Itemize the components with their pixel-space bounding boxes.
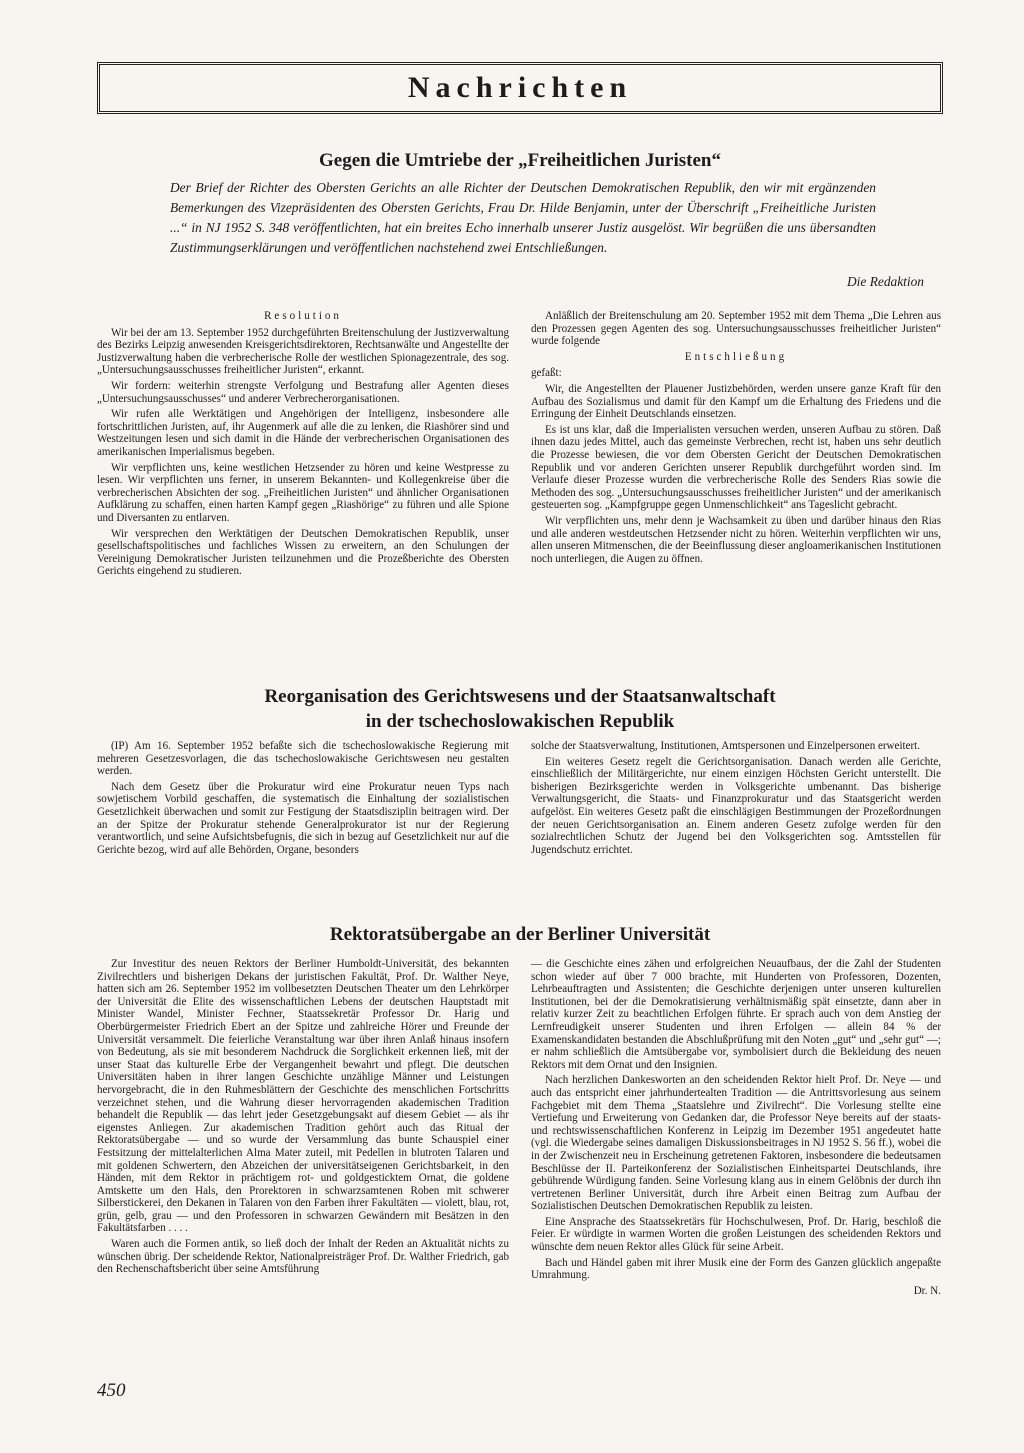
- article3-paragraph: Zur Investitur des neuen Rektors der Berliner Humboldt-Universität, des bekannten Zivilrechtlers und bisherigen Dekans der juristischen Fakultät, Prof. Dr. Walther Neye, hatten sich am 26. September 1952 im vollbesetzten Deutschen Theater um den Lehrkörper der Universität die Elite des wissenschaftlichen Lebens der deutschen Hauptstadt mit Minister Wandel, Minister Fechner, Staatssekretär Professor Dr. Harig und Oberbürgermeister Friedrich Ebert an der Spitze und zahlreiche Hörer und Freunde der Universität versammelt. Die feierliche Veranstaltung war über ihren Anlaß hinaus insofern von Bedeutung, als sie mit besonderem Nachdruck die Sorglichkeit erkennen ließ, mit der unser Staat das kulturelle Erbe der Vergangenheit bewahrt und pflegt. Die deutschen Universitäten haben in ihrer langen Geschichte unzählige Männer und Leistungen hervorgebracht, die in den Ruhmesblättern der Geschichte des menschlichen Fortschritts verzeichnet stehen, und die Wahrung dieser hervorragenden akademischen Tradition behandelt die Republik — das lehrt jeder Gesetzgebungsakt auf diesem Gebiet — als ihr eigenstes Anliegen. Zur akademischen Tradition gehört auch das Ritual der Rektoratsübergabe — und so wurde der Versammlung das bunte Schauspiel einer Festsitzung der mittelalterlichen Alma Mater zuteil, mit Pedellen in blutroten Talaren und mit goldenen Schwertern, den Abzeichen der universitätseigenen Gerichtsbarkeit, in den Händen, mit dem Rektor in prächtigem rot- und goldgesticktem Ornat, die goldene Amtskette um den Hals, den Prorektoren in schwarzsamtenen Roben mit schwerer Silberstickerei, den Dekanen in Talaren von den Farben ihrer Fakultäten — violett, blau, rot, grün, gelb, grau — und den Professoren in schwarzen Gewändern mit Besätzen in den Fakultätsfarben . . . .: [97, 958, 509, 1235]
- entschliessung-gefasst: gefaßt:: [531, 367, 562, 380]
- article3-title: Rektoratsübergabe an der Berliner Universität: [329, 924, 711, 945]
- article2-right-column: [531, 740, 941, 859]
- entschliessung-paragraph: Es ist uns klar, daß die Imperialisten versuchen werden, unseren Aufbau zu stören. Daß ihnen dazu jedes Mittel, auch das gemeinste Verbrechen, recht ist, haben uns sehr deutlich die Prozesse bewiesen, die vor dem Obersten Gericht der Deutschen Demokratischen Republik und vor anderen Gerichten unserer Republik durchgeführt worden sind. Im Verlaufe dieser Prozesse wurden die verbrecherische Rolle des Senders Rias sowie die Methoden des sog. „Untersuchungsausschusses freiheitlicher Juristen“ und der amerikanisch gesteuerten sog. „Kampfgruppe gegen Unmenschlichkeit“ ans Tageslicht gebracht.: [531, 423, 941, 512]
- resolution-paragraph: Wir fordern: weiterhin strengste Verfolgung und Bestrafung aller Agenten dieses „Untersuchungsausschusses“ und anderer Verbrecherorganisationen.: [97, 379, 509, 405]
- article2-title-line1: Reorganisation des Gerichtswesens und der Staatsanwaltschaft: [264, 686, 776, 707]
- article3-paragraph: Eine Ansprache des Staatssekretärs für Hochschulwesen, Prof. Dr. Harig, beschloß die Feier. Er würdigte in warmen Worten die großen Leistungen des scheidenden Rektors und wünschte dem neuen Rektor alles Glück für seine Arbeit.: [531, 1215, 941, 1254]
- article3-signature: Dr. N.: [913, 1284, 941, 1297]
- article2-paragraph: solche der Staatsverwaltung, Institutionen, Amtspersonen und Einzelpersonen erweitert.: [531, 740, 920, 752]
- article2-title: [97, 684, 943, 734]
- article2-left-column: [97, 740, 509, 859]
- entschliessung-paragraph: Wir, die Angestellten der Plauener Justizbehörden, werden unsere ganze Kraft für den Aufbau des Sozialismus und damit für den Kampf um die Erhaltung des Friedens und die Erringung der Einheit Deutschlands einsetzen.: [531, 382, 941, 421]
- article1-signature: Die Redaktion: [847, 274, 924, 289]
- article3-left-column: [97, 958, 509, 1279]
- entschliessung-intro: Anläßlich der Breitenschulung am 20. September 1952 mit dem Thema „Die Lehren aus den Prozessen gegen Agenten des sog. Untersuchungsausschusses freiheitlicher Juristen“ wurde folgende: [531, 310, 941, 348]
- article2-paragraph: Ein weiteres Gesetz regelt die Gerichtsorganisation. Danach werden alle Gerichte, einschließlich der Militärgerichte, nur einem einzigen Höchsten Gericht unterstellt. Die bisherigen Bezirksgerichte werden in Volksgerichte umbenannt. Das bisherige Verwaltungsgericht, die Staats- und Finanzprokuratur und das Staatsgericht werden aufgelöst. Ein weiteres Gesetz paßt die einschlägigen Bestimmungen der Prozeßordnungen der neuen Gerichtsorganisation an. Einem anderen Gesetz zufolge werden für den sozialrechtlichen Schutz der Jugend bei den Volksgerichten sog. Amtsstellen für Jugendschutz errichtet.: [531, 755, 941, 856]
- article3-paragraph: Waren auch die Formen antik, so ließ doch der Inhalt der Reden an Aktualität nichts zu wünschen übrig. Der scheidende Rektor, Nationalpreisträger Prof. Dr. Walther Friedrich, gab den Rechenschaftsbericht über seine Amtsführung: [97, 1238, 509, 1276]
- article1-left-column: [97, 310, 509, 581]
- entschliessung-paragraph: Wir verpflichten uns, mehr denn je Wachsamkeit zu üben und darüber hinaus den Rias und alle anderen westdeutschen Hetzsender nicht zu hören. Weiterhin verpflichten wir uns, allen unseren Mitmenschen, die der Beeinflussung dieser angloamerikanischen Institutionen noch unterliegen, die Augen zu öffnen.: [531, 514, 941, 565]
- article2-paragraph: Nach dem Gesetz über die Prokuratur wird eine Prokuratur neuen Typs nach sowjetischem Vorbild geschaffen, die systematisch die Einhaltung der sozialistischen Gesetzlichkeit überwachen und somit zur Festigung der Staatsdisziplin beitragen wird. Der an der Spitze der Prokuratur stehende Generalprokurator ist nur der Regierung verantwortlich, und seine Aufsichtsbefugnis, die sich in bezug auf Gesetzlichkeit nur auf die Gerichte bezog, wird auf alle Behörden, Organe, besonders: [97, 780, 509, 856]
- article1-intro: Der Brief der Richter des Obersten Gerichts an alle Richter der Deutschen Demokratischen Republik, den wir mit ergänzenden Bemerkungen des Vizepräsidenten des Obersten Gerichts, Frau Dr. Hilde Benjamin, unter der Überschrift „Freiheitliche Juristen ...“ in NJ 1952 S. 348 veröffentlichten, hat ein breites Echo innerhalb unserer Justiz ausgelöst. Wir begrüßen die uns übersandten Zustimmungserklärungen und veröffentlichen nachstehend zwei Entschließungen.: [170, 180, 876, 255]
- masthead-box: [97, 62, 943, 114]
- resolution-heading: Resolution: [264, 310, 342, 322]
- article2-paragraph: (IP) Am 16. September 1952 befaßte sich die tschechoslowakische Regierung mit mehreren Gesetzesvorlagen, die das tschechoslowakische Gerichtswesen neu gestalten werden.: [97, 740, 509, 778]
- page-number: 450: [97, 1380, 126, 1401]
- article2-title-line2: in der tschechoslowakischen Republik: [365, 711, 675, 732]
- masthead-title: Nachrichten: [407, 71, 633, 104]
- article3-right-column: [531, 958, 941, 1300]
- article3-paragraph: — die Geschichte eines zähen und erfolgreichen Neuaufbaus, der die Zahl der Studenten schon wieder auf über 7 000 brachte, mit Hunderten von Professoren, Dozenten, Lehrbeauftragten und Assistenten; die Geschichte derjenigen unter unseren kulturellen Institutionen, bei der die Demokratisierung verhältnismäßig spät einsetzte, dann aber in relativ kurzer Zeit zu beachtlichen Erfolgen führte. Er sprach auch von dem Anstieg der Lernfreudigkeit unserer Studenten und ihren Erfolgen — allein 84 % der Examenskandidaten bestanden die Abschlußprüfung mit den Noten „gut“ und „sehr gut“ —; er nahm schließlich die Amtsübergabe vor, symbolisiert durch die Bekleidung des neuen Rektors mit dem Ornat und den Insignien.: [531, 958, 941, 1071]
- resolution-paragraph: Wir versprechen den Werktätigen der Deutschen Demokratischen Republik, unser gesellschaftspolitisches und fachliches Wissen zu erweitern, an den Schulungen der Vereinigung Demokratischer Juristen teilzunehmen und die Prozeßberichte des Obersten Gerichts eingehend zu studieren.: [97, 527, 509, 578]
- entschliessung-heading: Entschließung: [684, 350, 788, 363]
- article1-title: Gegen die Umtriebe der „Freiheitlichen Juristen“: [319, 150, 721, 171]
- resolution-paragraph: Wir rufen alle Werktätigen und Angehörigen der Intelligenz, insbesondere alle fortschrittlichen Juristen, auf, ihr Augenmerk auf alle die zu lenken, die Riashörer sind und Westzeitungen lesen und sich damit in die Hände der verbrecherischen Organisationen des amerikanischen Imperialismus begeben.: [97, 408, 509, 458]
- article3-paragraph: Nach herzlichen Dankesworten an den scheidenden Rektor hielt Prof. Dr. Neye — und auch das entspricht einer jahrhundertealten Tradition — die Antrittsvorlesung aus seinem Fachgebiet mit dem Thema „Staatslehre und Zivilrecht“. Die Vorlesung stellte eine Vertiefung und Erweiterung von Gedanken dar, die Professor Neye bereits auf der staats- und rechtswissenschaftlichen Konferenz in Leipzig im Dezember 1951 angedeutet hatte (vgl. die Wiedergabe seines damaligen Diskussionsbeitrages in NJ 1952 S. 56 ff.), wobei die in der Zwischenzeit neu in Erscheinung getretenen Faktoren, insbesondere die bedeutsamen Beschlüsse der II. Parteikonferenz der Sozialistischen Einheitspartei Deutschlands, ihre gebührende Würdigung fanden. Seine Vorlesung klang aus in einem Gelöbnis der durch ihn vertretenen Berliner Universität, durch ihre Arbeit einen Beitrag zum Aufbau der Sozialistischen Deutschen Demokratischen Republik zu leisten.: [531, 1074, 941, 1213]
- resolution-paragraph: Wir bei der am 13. September 1952 durchgeführten Breitenschulung der Justizverwaltung des Bezirks Leipzig anwesenden Kreisgerichtsdirektoren, Rechtsanwälte und Angestellte der Justizverwaltung haben die verbrecherische Rolle der westlichen Spionagezentrale, des sog. „Untersuchungsausschusses freiheitlicher Juristen“, erkannt.: [97, 326, 509, 377]
- article1-right-column: [531, 310, 941, 568]
- article3-paragraph: Bach und Händel gaben mit ihrer Musik eine der Form des Ganzen glücklich angepaßte Umrahmung.: [531, 1256, 941, 1282]
- resolution-paragraph: Wir verpflichten uns, keine westlichen Hetzsender zu hören und keine Westpresse zu lesen. Wir verpflichten uns ferner, in unserem Bekannten- und Kollegenkreise über die verbrecherischen Absichten der sog. „Freiheitlichen Juristen“ und ähnlicher Organisationen Aufklärung zu schaffen, einen harten Kampf gegen „Riashörige“ zu führen und alle Spione und Diversanten zu entlarven.: [97, 461, 509, 524]
